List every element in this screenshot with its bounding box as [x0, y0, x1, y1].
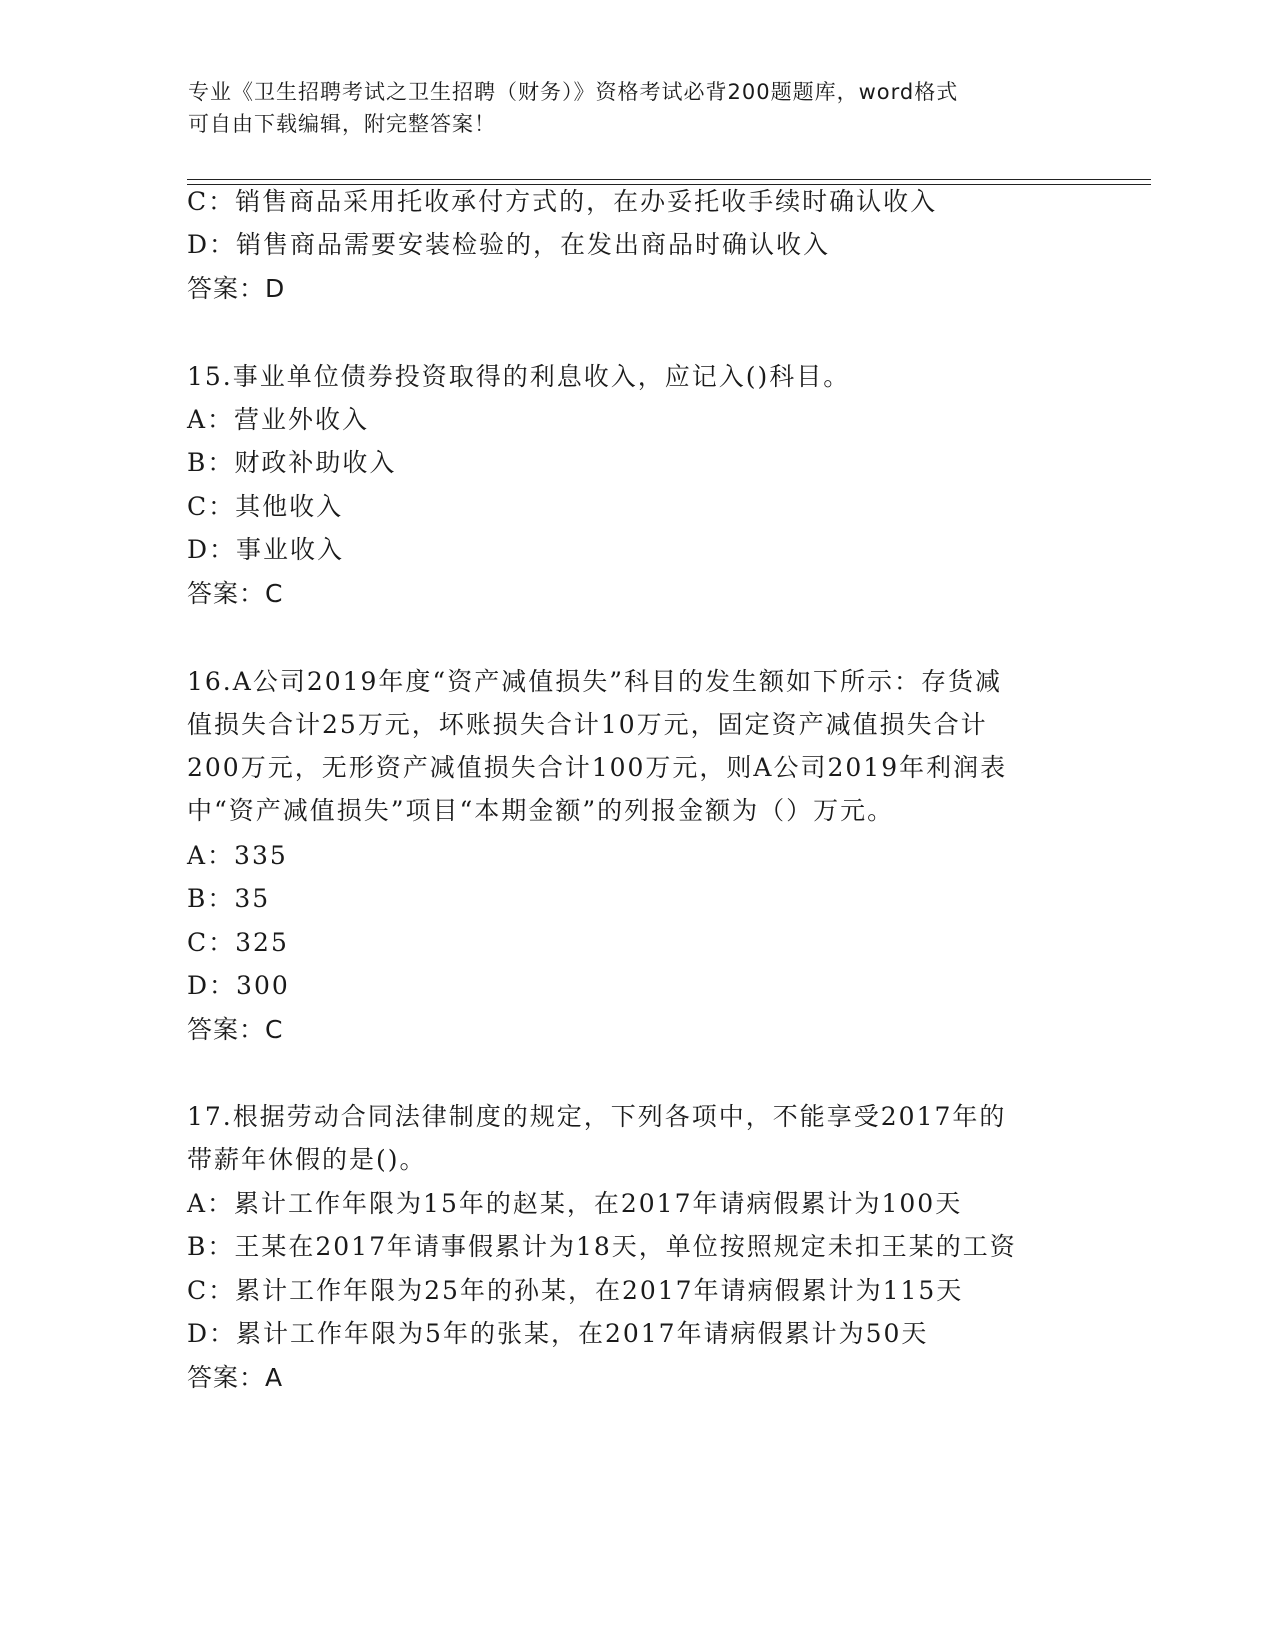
q17-stem-line-2: 带薪年休假的是()。: [187, 1145, 427, 1174]
document-header: [188, 76, 1078, 140]
header-divider-bottom: [187, 184, 1151, 185]
q17-answer: 答案：A: [187, 1363, 284, 1392]
q16-stem-line-3: 200万元，无形资产减值损失合计100万元，则A公司2019年利润表: [187, 753, 1008, 782]
q16-option-d: D：300: [187, 971, 290, 1000]
q15-option-d: D：事业收入: [187, 535, 345, 564]
q16-option-b: B：35: [187, 884, 271, 913]
q16-option-a: A：335: [187, 841, 288, 870]
q17-option-d: D：累计工作年限为5年的张某，在2017年请病假累计为50天: [187, 1319, 929, 1348]
q15-stem-line-1: 15.事业单位债券投资取得的利息收入，应记入()科目。: [187, 362, 851, 391]
header-line-1: 专业《卫生招聘考试之卫生招聘（财务）》资格考试必背200题题库，word格式: [188, 80, 959, 104]
q16-answer: 答案：C: [187, 1015, 284, 1044]
q17-option-c: C：累计工作年限为25年的孙某，在2017年请病假累计为115天: [187, 1276, 964, 1305]
prev-option-d: D：销售商品需要安装检验的，在发出商品时确认收入: [187, 230, 831, 259]
q15-answer: 答案：C: [187, 579, 284, 608]
prev-option-c: C：销售商品采用托收承付方式的，在办妥托收手续时确认收入: [187, 187, 938, 216]
q16-stem-line-1: 16.A公司2019年度“资产减值损失”科目的发生额如下所示：存货减: [187, 667, 1002, 696]
q17-option-a: A：累计工作年限为15年的赵某，在2017年请病假累计为100天: [187, 1189, 963, 1218]
q15-option-b: B：财政补助收入: [187, 448, 397, 477]
q16-stem-line-4: 中“资产减值损失”项目“本期金额”的列报金额为（）万元。: [187, 796, 895, 825]
q17-option-b: B：王某在2017年请事假累计为18天，单位按照规定未扣王某的工资: [187, 1232, 1017, 1261]
header-divider-top: [187, 179, 1151, 180]
q17-stem-line-1: 17.根据劳动合同法律制度的规定，下列各项中，不能享受2017年的: [187, 1102, 1007, 1131]
q15-option-c: C：其他收入: [187, 492, 344, 521]
prev-answer: 答案：D: [187, 274, 286, 303]
q16-stem-line-2: 值损失合计25万元，坏账损失合计10万元，固定资产减值损失合计: [187, 710, 988, 739]
header-line-2: 可自由下载编辑，附完整答案！: [188, 112, 496, 136]
q16-option-c: C：325: [187, 928, 289, 957]
q15-option-a: A：营业外收入: [187, 405, 370, 434]
